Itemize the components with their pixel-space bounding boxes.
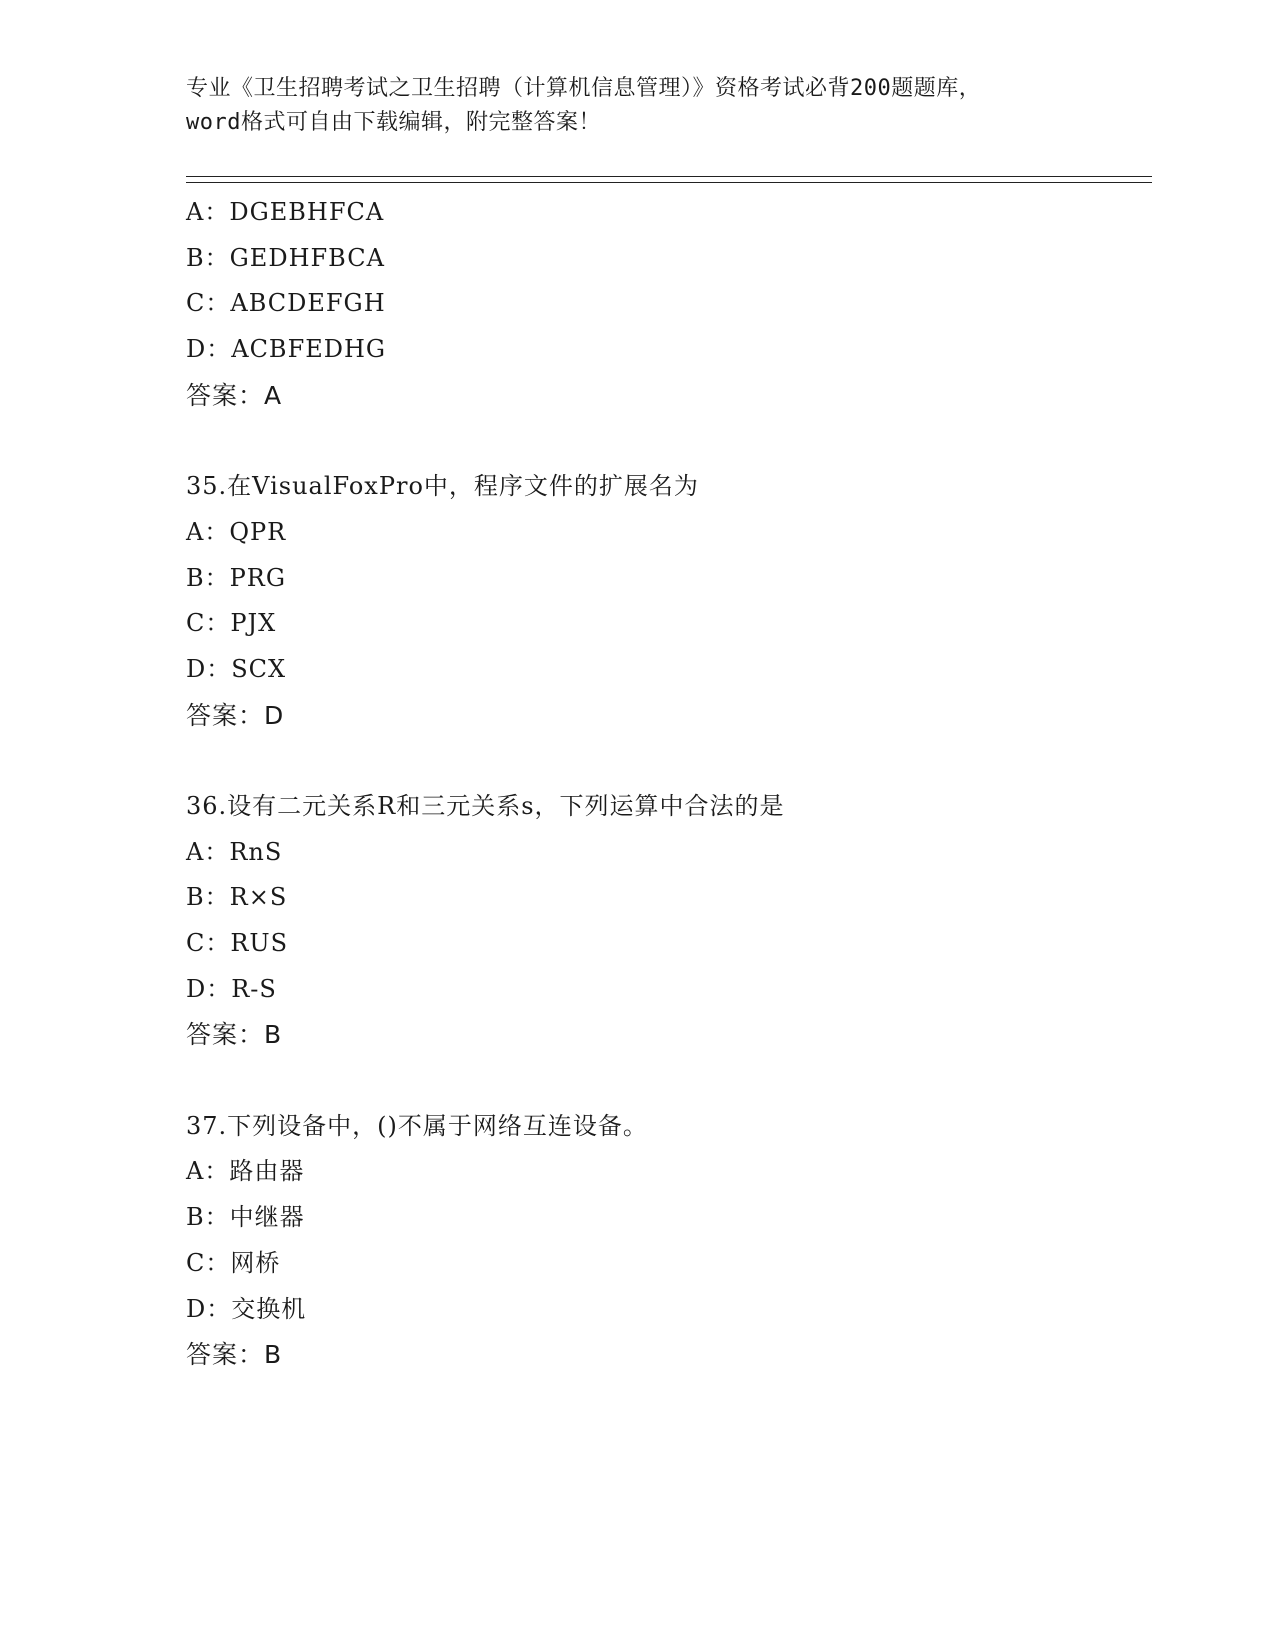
question-stem: 37.下列设备中，()不属于网络互连设备。 (186, 1111, 648, 1140)
option-d: D：交换机 (186, 1294, 307, 1323)
question-block-35 (186, 464, 1146, 738)
spacer (186, 418, 1146, 464)
option-d: D：R-S (186, 974, 277, 1003)
document-header (186, 72, 1146, 140)
header-divider-bottom (186, 182, 1152, 183)
question-stem: 35.在VisualFoxPro中，程序文件的扩展名为 (186, 472, 699, 501)
option-c: C：PJX (186, 609, 277, 638)
option-d: D：SCX (186, 654, 287, 683)
option-a: A：DGEBHFCA (186, 198, 385, 226)
spacer (186, 1058, 1146, 1104)
answer: 答案：B (186, 1340, 283, 1370)
spacer (186, 738, 1146, 784)
header-divider-top (186, 176, 1152, 177)
option-a: A：RnS (186, 837, 283, 866)
option-a: A：QPR (186, 517, 287, 546)
question-stem: 36.设有二元关系R和三元关系s，下列运算中合法的是 (186, 791, 785, 820)
option-b: B：GEDHFBCA (186, 243, 385, 272)
option-d: D：ACBFEDHG (186, 335, 387, 364)
option-b: B：中继器 (186, 1203, 305, 1232)
option-c: C：ABCDEFGH (186, 289, 386, 318)
header-line-2: word格式可自由下载编辑，附完整答案！ (186, 110, 601, 135)
answer: 答案：A (186, 380, 283, 410)
question-block-34 (186, 190, 1146, 418)
question-block-37 (186, 1104, 1146, 1378)
option-b: B：R×S (186, 883, 288, 912)
option-b: B：PRG (186, 563, 287, 592)
question-block-36 (186, 784, 1146, 1058)
option-c: C：网桥 (186, 1248, 281, 1277)
answer: 答案：B (186, 1020, 283, 1050)
answer: 答案：D (186, 700, 285, 730)
option-c: C：RUS (186, 929, 289, 957)
header-line-1: 专业《卫生招聘考试之卫生招聘（计算机信息管理）》资格考试必背200题题库， (186, 76, 982, 101)
question-list (186, 190, 1146, 1378)
option-a: A：路由器 (186, 1157, 305, 1186)
